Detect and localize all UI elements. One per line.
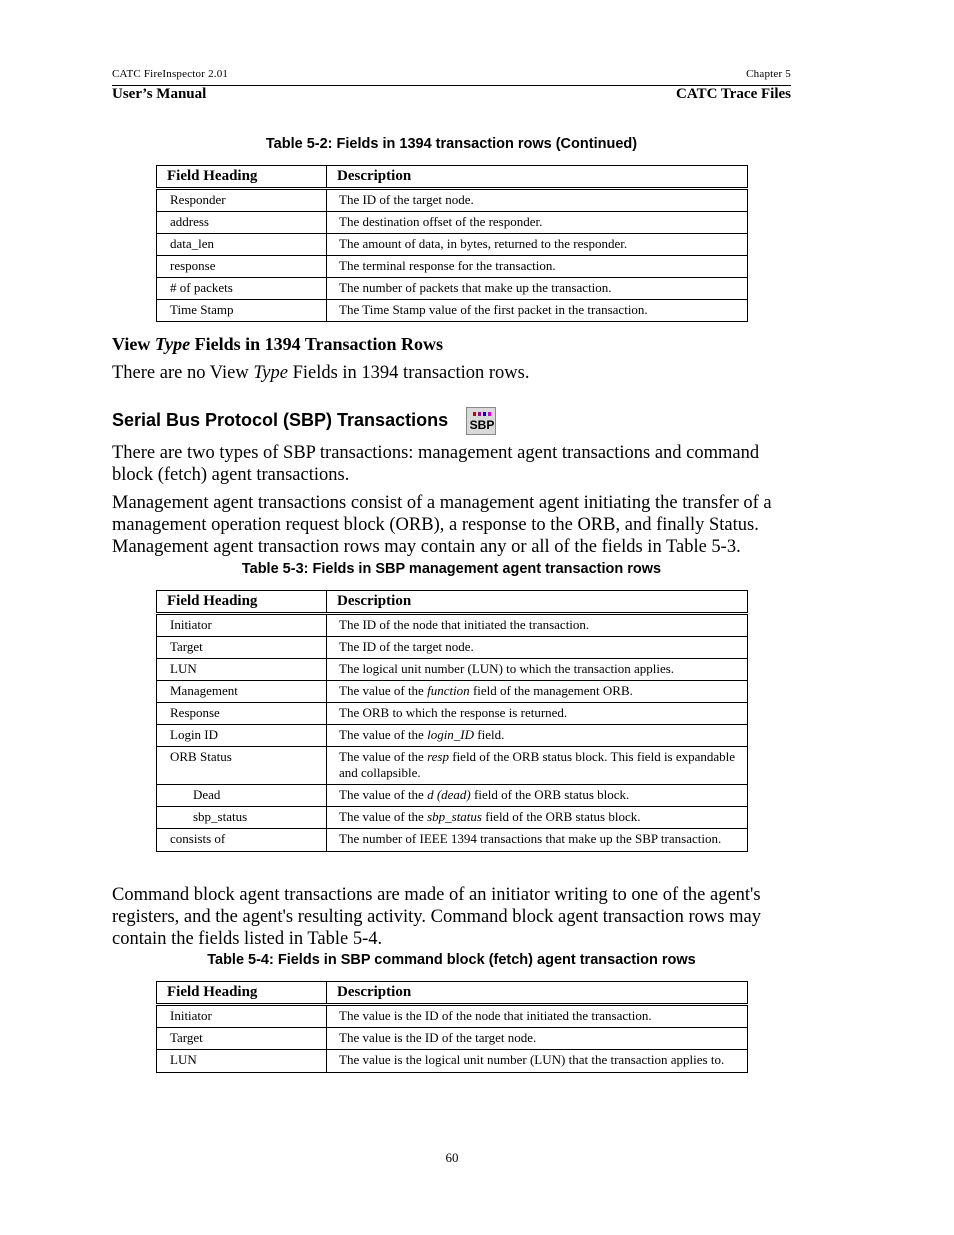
command-block-paragraph: Command block agent transactions are made of an initiator writing to one of the agent's registers, and the agent's resulting activity. Command block agent transaction rows may contain the fields listed in Table 5-4. bbox=[112, 885, 761, 949]
description-cell: The destination offset of the responder. bbox=[327, 212, 748, 234]
sbp-icon-label: SBP bbox=[469, 418, 495, 432]
description-cell: The ID of the target node. bbox=[327, 637, 748, 659]
view-type-heading: View Type Fields in 1394 Transaction Rows bbox=[112, 334, 444, 354]
field-cell: ORB Status bbox=[157, 747, 327, 785]
page-number: 60 bbox=[445, 1150, 459, 1165]
table-row bbox=[157, 1050, 748, 1073]
table-row bbox=[157, 703, 748, 725]
description-cell: The value of the resp field of the ORB status block. This field is expandable and collapsible. bbox=[327, 747, 748, 785]
field-cell: # of packets bbox=[157, 278, 327, 300]
field-cell: Management bbox=[157, 681, 327, 703]
field-cell: Target bbox=[157, 1028, 327, 1050]
description-cell: The value of the login_ID field. bbox=[327, 725, 748, 747]
field-cell: Response bbox=[157, 703, 327, 725]
field-cell: Responder bbox=[157, 189, 327, 212]
column-header: Description bbox=[327, 591, 748, 614]
field-cell: Initiator bbox=[157, 614, 327, 637]
field-cell: LUN bbox=[157, 659, 327, 681]
field-cell: Initiator bbox=[157, 1005, 327, 1028]
sbp-toolbar-icon bbox=[466, 407, 496, 435]
table-row bbox=[157, 300, 748, 322]
field-cell: Dead bbox=[157, 785, 327, 807]
table-5-4 bbox=[156, 981, 748, 1073]
description-cell: The value is the ID of the target node. bbox=[327, 1028, 748, 1050]
column-header: Field Heading bbox=[157, 166, 327, 189]
table-5-2-caption: Table 5-2: Fields in 1394 transaction rows (Continued) bbox=[265, 136, 638, 152]
header-chapter: Chapter 5 bbox=[746, 68, 791, 80]
column-header: Description bbox=[327, 166, 748, 189]
table-row bbox=[157, 747, 748, 785]
table-row bbox=[157, 637, 748, 659]
description-cell: The amount of data, in bytes, returned to the responder. bbox=[327, 234, 748, 256]
table-header-row bbox=[157, 982, 748, 1005]
view-type-text: There are no View Type Fields in 1394 transaction rows. bbox=[112, 363, 530, 383]
table-row bbox=[157, 725, 748, 747]
column-header: Field Heading bbox=[157, 591, 327, 614]
field-cell: Time Stamp bbox=[157, 300, 327, 322]
table-5-3-caption: Table 5-3: Fields in SBP management agent transaction rows bbox=[241, 561, 662, 577]
description-cell: The Time Stamp value of the first packet in the transaction. bbox=[327, 300, 748, 322]
description-cell: The value is the logical unit number (LUN) that the transaction applies to. bbox=[327, 1050, 748, 1073]
table-row bbox=[157, 807, 748, 829]
description-cell: The ID of the target node. bbox=[327, 189, 748, 212]
table-row bbox=[157, 785, 748, 807]
description-cell: The terminal response for the transaction. bbox=[327, 256, 748, 278]
description-cell: The ID of the node that initiated the transaction. bbox=[327, 614, 748, 637]
description-cell: The value is the ID of the node that initiated the transaction. bbox=[327, 1005, 748, 1028]
field-cell: Login ID bbox=[157, 725, 327, 747]
field-cell: Target bbox=[157, 637, 327, 659]
table-5-3 bbox=[156, 590, 748, 852]
table-row bbox=[157, 659, 748, 681]
description-cell: The value of the d (dead) field of the ORB status block. bbox=[327, 785, 748, 807]
column-header: Description bbox=[327, 982, 748, 1005]
description-cell: The number of packets that make up the transaction. bbox=[327, 278, 748, 300]
table-row bbox=[157, 278, 748, 300]
field-cell: response bbox=[157, 256, 327, 278]
sbp-paragraph-1: There are two types of SBP transactions: management agent transactions and command block (fetch) agent transactions. bbox=[112, 443, 760, 485]
header-section: CATC Trace Files bbox=[676, 86, 791, 102]
table-row bbox=[157, 829, 748, 852]
description-cell: The number of IEEE 1394 transactions that make up the SBP transaction. bbox=[327, 829, 748, 852]
sbp-heading: Serial Bus Protocol (SBP) Transactions bbox=[112, 410, 449, 430]
header-manual: User’s Manual bbox=[112, 86, 207, 102]
description-cell: The ORB to which the response is returned. bbox=[327, 703, 748, 725]
header-product: CATC FireInspector 2.01 bbox=[112, 68, 229, 80]
table-row bbox=[157, 681, 748, 703]
field-cell: sbp_status bbox=[157, 807, 327, 829]
table-5-2 bbox=[156, 165, 748, 322]
description-cell: The value of the function field of the management ORB. bbox=[327, 681, 748, 703]
description-cell: The value of the sbp_status field of the ORB status block. bbox=[327, 807, 748, 829]
column-header: Field Heading bbox=[157, 982, 327, 1005]
sbp-paragraph-2: Management agent transactions consist of a management agent initiating the transfer of a management operation request block (ORB), a response to the ORB, and finally Status. Management agent transaction rows may contain any or all of the fields in Table 5-3. bbox=[112, 493, 772, 557]
table-row bbox=[157, 234, 748, 256]
table-row bbox=[157, 256, 748, 278]
table-row bbox=[157, 1005, 748, 1028]
table-header-row bbox=[157, 591, 748, 614]
field-cell: consists of bbox=[157, 829, 327, 852]
table-5-4-caption: Table 5-4: Fields in SBP command block (fetch) agent transaction rows bbox=[207, 952, 696, 968]
field-cell: address bbox=[157, 212, 327, 234]
field-cell: data_len bbox=[157, 234, 327, 256]
table-row bbox=[157, 189, 748, 212]
table-header-row bbox=[157, 166, 748, 189]
field-cell: LUN bbox=[157, 1050, 327, 1073]
table-row bbox=[157, 212, 748, 234]
table-row bbox=[157, 1028, 748, 1050]
description-cell: The logical unit number (LUN) to which the transaction applies. bbox=[327, 659, 748, 681]
table-row bbox=[157, 614, 748, 637]
